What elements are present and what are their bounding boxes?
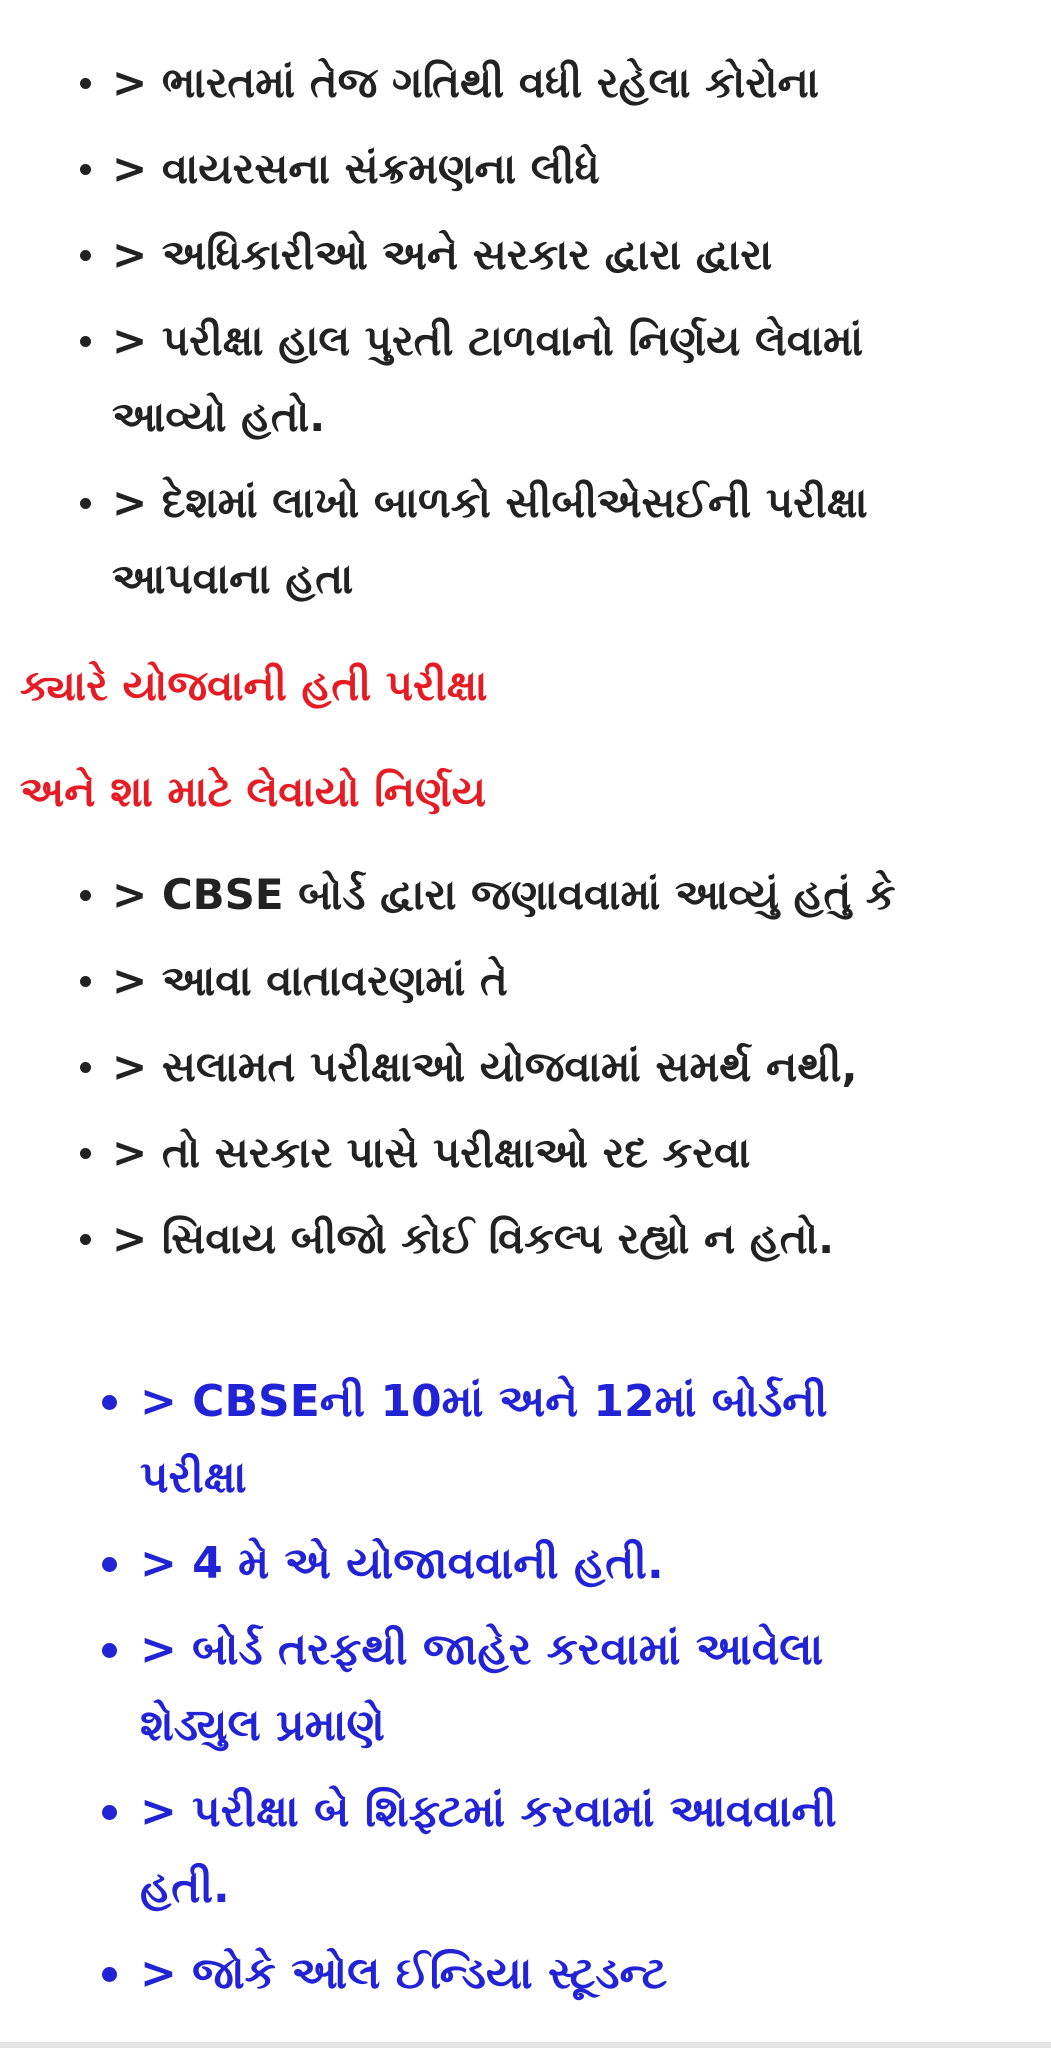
list-item-text: > પરીક્ષા બે શિફ્ટમાં કરવામાં આવવાની હતી.	[140, 1786, 837, 1913]
schedule-list	[0, 1364, 1051, 2022]
list-item-text: > અધિકારીઓ અને સરકાર દ્વારા દ્વારા	[112, 230, 773, 279]
list-item	[0, 1115, 1051, 1191]
list-item	[0, 1526, 1051, 1602]
list-item	[0, 1364, 1051, 1516]
bullet-icon	[80, 336, 91, 347]
section-heading-line-2: અને શા માટે લેવાયો નિર્ણય	[20, 767, 487, 816]
bullet-icon	[80, 78, 91, 89]
bullet-icon	[80, 890, 91, 901]
reason-list	[0, 45, 1051, 627]
list-item-text: > દેશમાં લાખો બાળકો સીબીએસઈની પરીક્ષા આપવાના હતા	[112, 478, 868, 603]
list-item	[0, 1936, 1051, 2012]
bullet-icon	[102, 1395, 117, 1410]
list-item-text: > સિવાય બીજો કોઈ વિકલ્પ રહ્યો ન હતો.	[112, 1214, 835, 1263]
list-item	[0, 131, 1051, 207]
list-item	[0, 1774, 1051, 1926]
list-item	[0, 303, 1051, 455]
list-item	[0, 1029, 1051, 1105]
bullet-icon	[102, 1967, 117, 1982]
bullet-icon	[80, 1148, 91, 1159]
list-item	[0, 1612, 1051, 1764]
list-item-text: > આવા વાતાવરણમાં તે	[112, 956, 508, 1005]
list-item-text: > ભારતમાં તેજ ગતિથી વધી રહેલા કોરોના	[112, 58, 820, 107]
list-item	[0, 45, 1051, 121]
bullet-icon	[80, 976, 91, 987]
decision-list	[0, 857, 1051, 1287]
bullet-icon	[102, 1557, 117, 1572]
bullet-icon	[102, 1805, 117, 1820]
list-item	[0, 465, 1051, 617]
list-item	[0, 217, 1051, 293]
list-item-text: > બોર્ડ તરફથી જાહેર કરવામાં આવેલા શેડ્યુલ પ્રમાણે	[140, 1624, 824, 1751]
bullet-icon	[80, 1062, 91, 1073]
bullet-icon	[80, 498, 91, 509]
list-item	[0, 943, 1051, 1019]
bullet-icon	[80, 1234, 91, 1245]
list-item-text: > સલામત પરીક્ષાઓ યોજવામાં સમર્થ નથી,	[112, 1042, 858, 1091]
bullet-icon	[80, 164, 91, 175]
list-item-text: > CBSEની 10માં અને 12માં બોર્ડની પરીક્ષા	[140, 1376, 828, 1503]
section-heading-line-1: ક્યારે યોજવાની હતી પરીક્ષા	[20, 661, 488, 710]
bullet-icon	[102, 1643, 117, 1658]
list-item-text: > પરીક્ષા હાલ પુરતી ટાળવાનો નિર્ણય લેવામાં આવ્યો હતો.	[112, 316, 864, 441]
list-item-text: > જોકે ઓલ ઈન્ડિયા સ્ટૂડન્ટ	[140, 1948, 668, 1999]
list-item	[0, 857, 1051, 933]
list-item-text: > વાયરસના સંક્રમણના લીધે	[112, 144, 600, 193]
bottom-divider	[0, 2042, 1051, 2048]
list-item-text: > 4 મે એ યોજાવવાની હતી.	[140, 1538, 664, 1589]
list-item	[0, 1201, 1051, 1277]
bullet-icon	[80, 250, 91, 261]
list-item-text: > તો સરકાર પાસે પરીક્ષાઓ રદ કરવા	[112, 1128, 751, 1177]
list-item-text: > CBSE બોર્ડ દ્વારા જણાવવામાં આવ્યું હતું કે	[112, 870, 896, 919]
